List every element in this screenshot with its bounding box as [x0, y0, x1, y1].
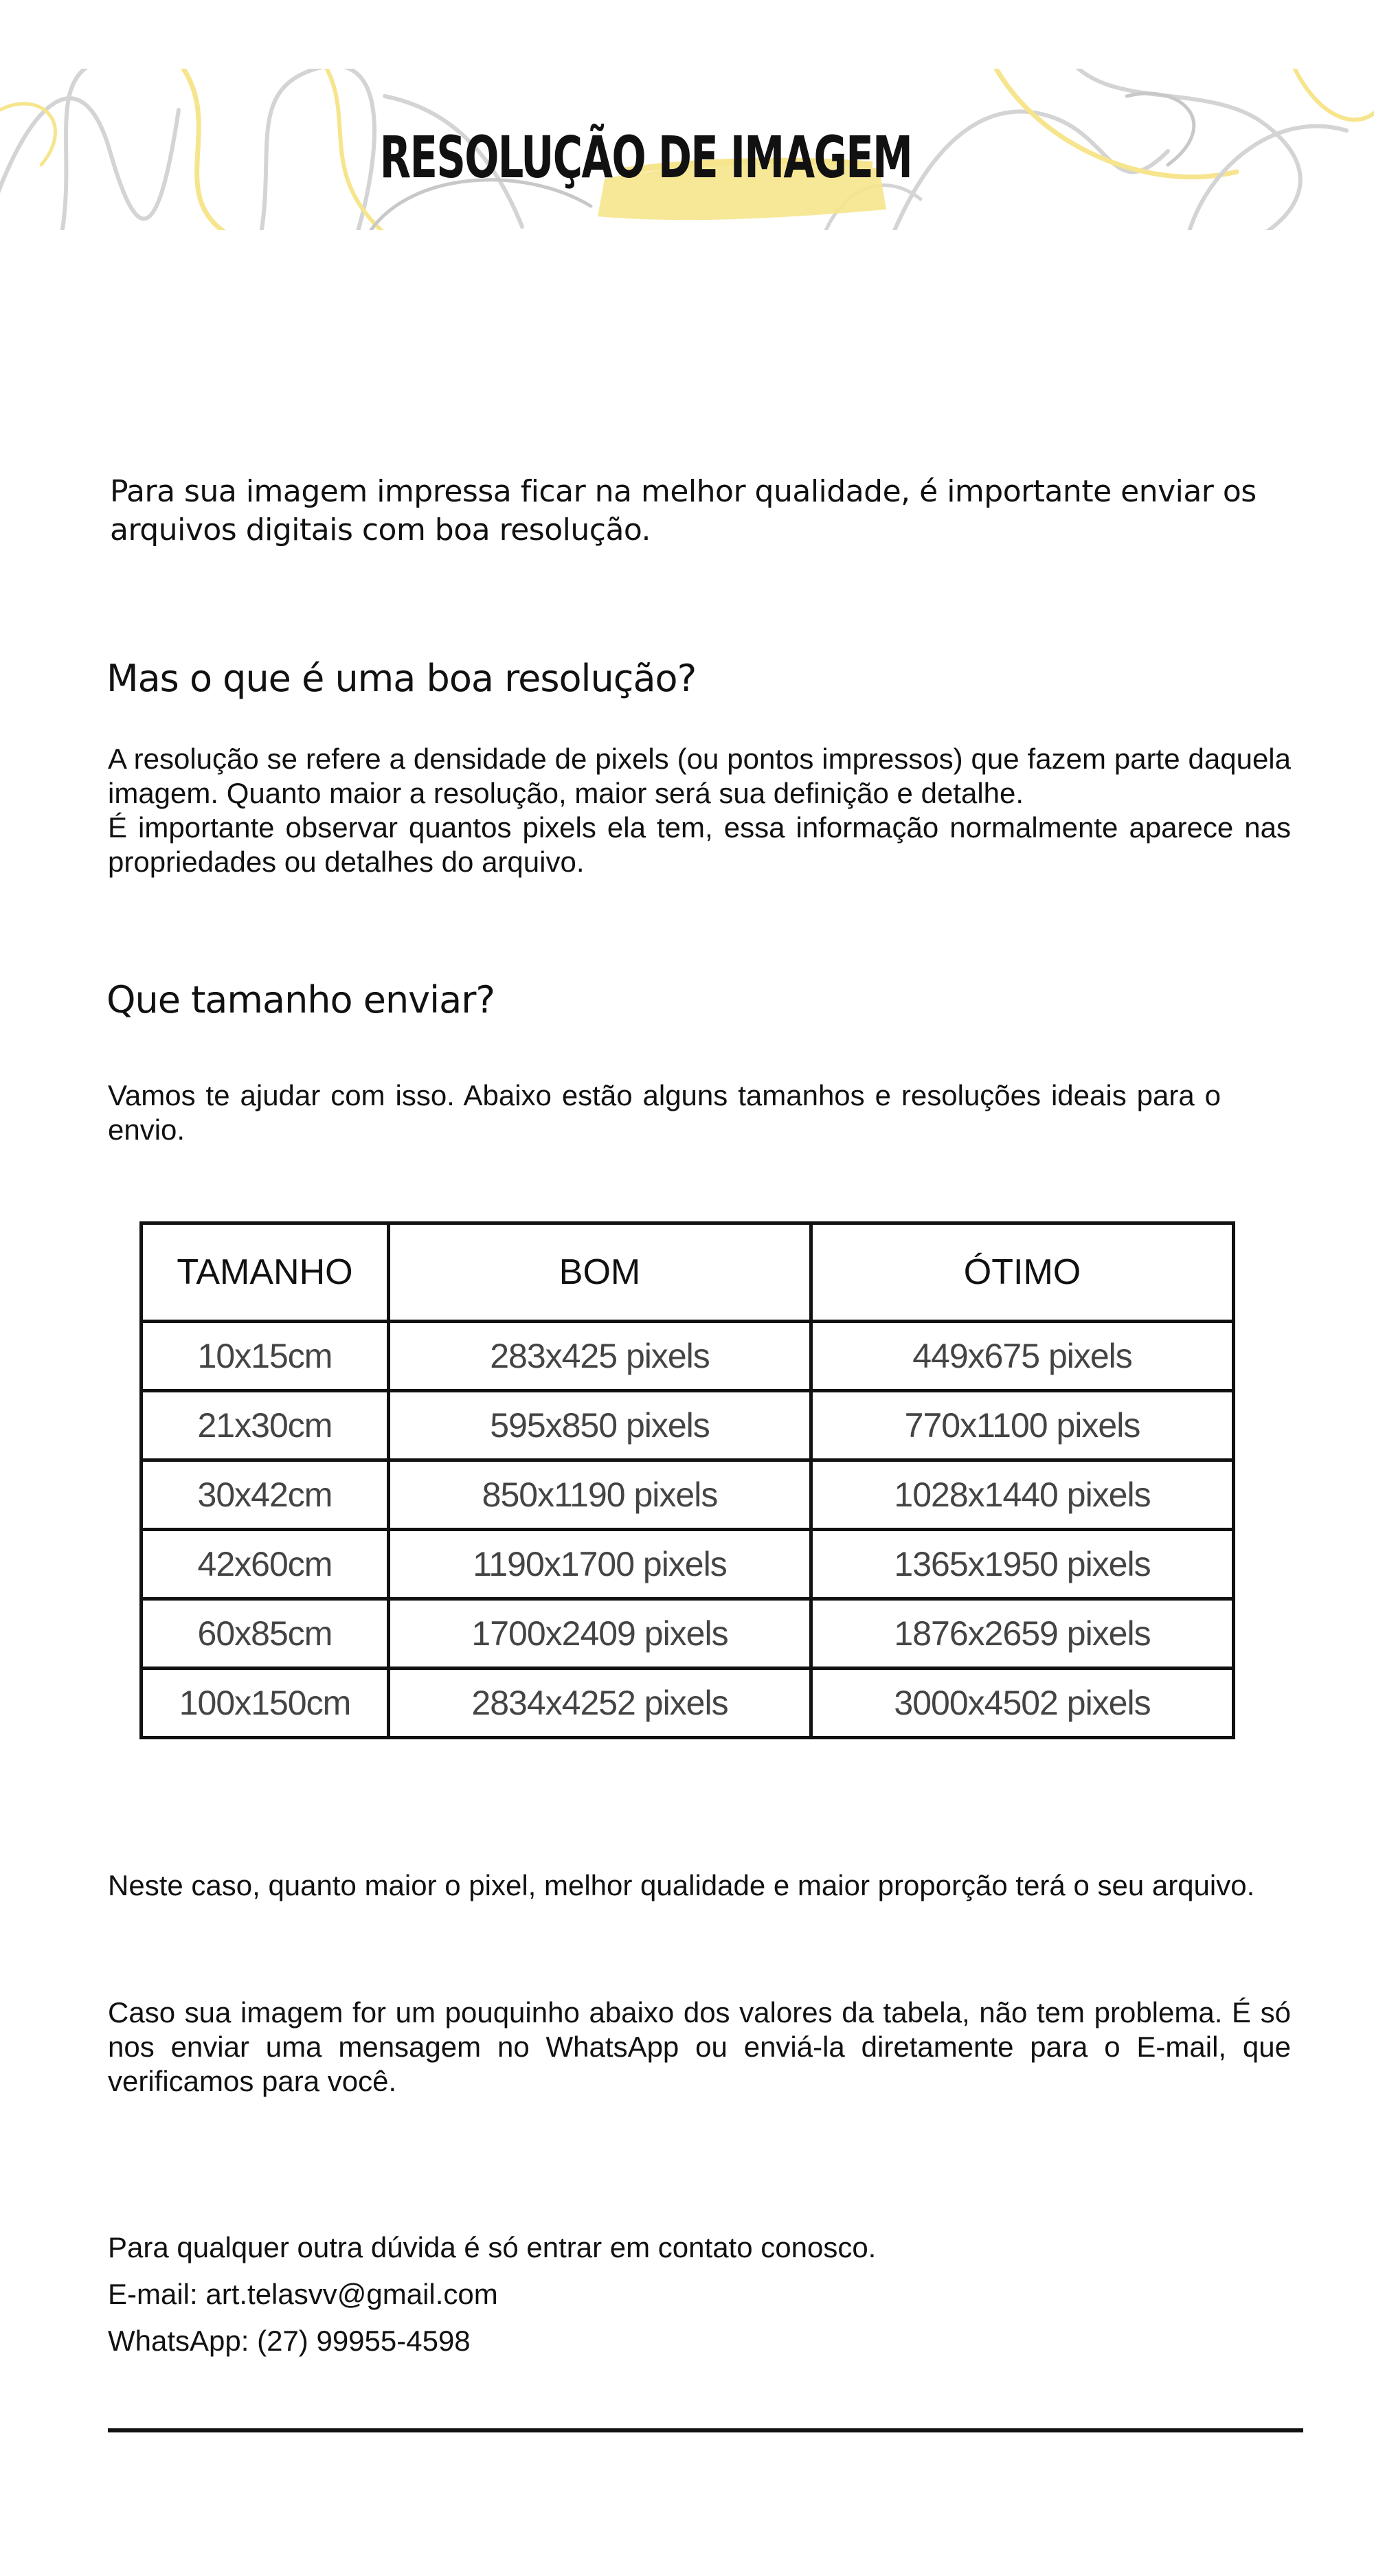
table-row [142, 1460, 1234, 1530]
cell-excellent: 3000x4502 pixels [811, 1669, 1234, 1738]
resolution-definition: A resolução se refere a densidade de pixels (ou pontos impressos) que fazem parte daquela imagem. Quanto maior a resolução, maior será sua definição e detalhe. [108, 743, 1291, 809]
contact-email: E-mail: art.telasvv@gmail.com [108, 2278, 498, 2310]
intro-text: Para sua imagem impressa ficar na melhor qualidade, é importante enviar os arquivos digitais com boa resolução. [110, 474, 1257, 547]
cell-good: 595x850 pixels [389, 1391, 811, 1460]
column-header-good: BOM [389, 1223, 811, 1322]
footer-divider [108, 2428, 1303, 2432]
table-row [142, 1530, 1234, 1599]
cell-good: 2834x4252 pixels [389, 1669, 811, 1738]
quality-note: Neste caso, quanto maior o pixel, melhor qualidade e maior proporção terá o seu arquivo. [108, 1869, 1255, 1901]
cell-good: 850x1190 pixels [389, 1460, 811, 1530]
cell-excellent: 1028x1440 pixels [811, 1460, 1234, 1530]
section-heading-size: Que tamanho enviar? [106, 978, 495, 1021]
cell-size: 30x42cm [142, 1460, 389, 1530]
table-row [142, 1669, 1234, 1738]
table-row [142, 1599, 1234, 1669]
table-header-row [142, 1223, 1234, 1322]
section-heading-resolution: Mas o que é uma boa resolução? [106, 657, 697, 700]
header-banner [0, 69, 1374, 230]
cell-size: 10x15cm [142, 1322, 389, 1391]
cell-size: 60x85cm [142, 1599, 389, 1669]
table-row [142, 1391, 1234, 1460]
resolution-table [139, 1221, 1235, 1739]
contact-intro: Para qualquer outra dúvida é só entrar em contato conosco. [108, 2231, 877, 2263]
contact-whatsapp: WhatsApp: (27) 99955-4598 [108, 2325, 471, 2357]
table-row [142, 1322, 1234, 1391]
column-header-size: TAMANHO [142, 1223, 389, 1322]
cell-excellent: 449x675 pixels [811, 1322, 1234, 1391]
cell-excellent: 1876x2659 pixels [811, 1599, 1234, 1669]
resolution-explanation [108, 742, 1291, 879]
size-intro-text: Vamos te ajudar com isso. Abaixo estão alguns tamanhos e resoluções ideais para o envio. [108, 1079, 1221, 1146]
cell-good: 1190x1700 pixels [389, 1530, 811, 1599]
cell-size: 100x150cm [142, 1669, 389, 1738]
cell-good: 1700x2409 pixels [389, 1599, 811, 1669]
page-title: RESOLUÇÃO DE IMAGEM [379, 124, 912, 191]
cell-size: 21x30cm [142, 1391, 389, 1460]
column-header-excellent: ÓTIMO [811, 1223, 1234, 1322]
cell-excellent: 770x1100 pixels [811, 1391, 1234, 1460]
resolution-tip: É importante observar quantos pixels ela tem, essa informação normalmente aparece nas propriedades ou detalhes do arquivo. [108, 811, 1291, 878]
cell-size: 42x60cm [142, 1530, 389, 1599]
below-values-note: Caso sua imagem for um pouquinho abaixo dos valores da tabela, não tem problema. É só nos enviar uma mensagem no WhatsApp ou enviá-la diretamente para o E-mail, que verificamos para você. [108, 1996, 1291, 2097]
cell-good: 283x425 pixels [389, 1322, 811, 1391]
cell-excellent: 1365x1950 pixels [811, 1530, 1234, 1599]
resolution-table-container [139, 1221, 1232, 1739]
contact-block [108, 2224, 1276, 2364]
